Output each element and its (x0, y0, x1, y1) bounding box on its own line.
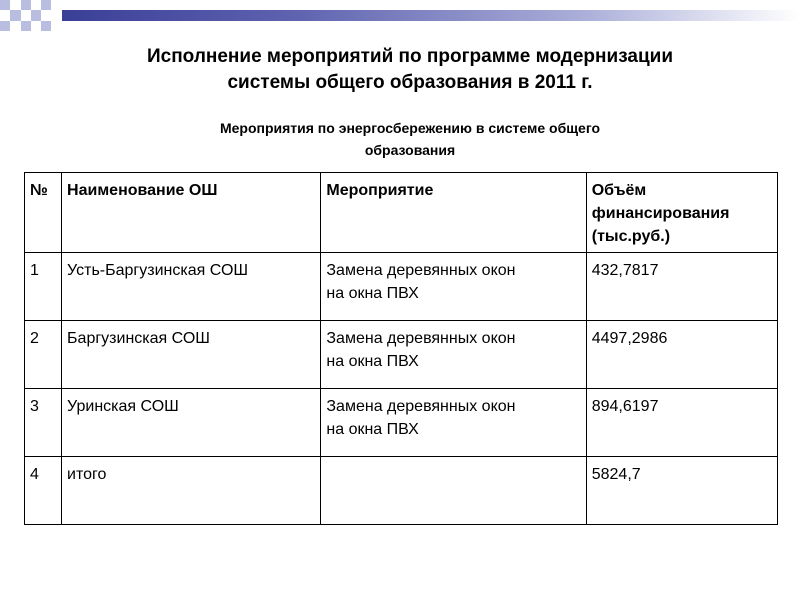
cell-school-name: Уринская СОШ (62, 389, 321, 457)
cell-num: 2 (25, 321, 62, 389)
decor-square (0, 21, 10, 31)
cell-funding: 432,7817 (586, 253, 777, 321)
header-funding-line: (тыс.руб.) (591, 228, 671, 245)
header-num: № (25, 173, 62, 253)
header-event: Мероприятие (321, 173, 586, 253)
table-row (25, 321, 778, 389)
cell-event-line: на окна ПВХ (326, 353, 419, 370)
header-school-name: Наименование ОШ (62, 173, 321, 253)
cell-num: 3 (25, 389, 62, 457)
decor-square (41, 0, 51, 10)
events-table (24, 172, 778, 525)
title-line: Исполнение мероприятий по программе модернизации (146, 46, 674, 67)
decor-square (10, 10, 21, 21)
cell-event (321, 389, 586, 457)
decor-square (41, 21, 51, 31)
cell-funding: 4497,2986 (586, 321, 777, 389)
cell-event (321, 457, 586, 525)
title-line: системы общего образования в 2011 г. (227, 72, 593, 93)
cell-event-line: Замена деревянных окон (326, 262, 516, 279)
slide-subtitle (150, 117, 670, 161)
cell-event (321, 321, 586, 389)
table-row-total (25, 457, 778, 525)
cell-event (321, 253, 586, 321)
decor-square (21, 0, 31, 10)
cell-num: 1 (25, 253, 62, 321)
decorative-header (0, 0, 800, 40)
table-row (25, 253, 778, 321)
header-funding (586, 173, 777, 253)
cell-funding: 5824,7 (586, 457, 777, 525)
cell-event-line: Замена деревянных окон (326, 330, 516, 347)
cell-school-name: итого (62, 457, 321, 525)
header-funding-line: Объём (591, 182, 647, 199)
slide-title (60, 44, 760, 96)
cell-event-line: Замена деревянных окон (326, 398, 516, 415)
subtitle-line: Мероприятия по энергосбережению в системе общего (219, 120, 601, 136)
decor-square (21, 21, 31, 31)
cell-school-name: Усть-Баргузинская СОШ (62, 253, 321, 321)
cell-event-line: на окна ПВХ (326, 421, 419, 438)
header-funding-line: финансирования (591, 205, 730, 222)
table-header-row (25, 173, 778, 253)
cell-funding: 894,6197 (586, 389, 777, 457)
cell-event-line: на окна ПВХ (326, 285, 419, 302)
cell-school-name: Баргузинская СОШ (62, 321, 321, 389)
subtitle-line: образования (364, 142, 456, 158)
cell-num: 4 (25, 457, 62, 525)
decor-square (0, 0, 10, 10)
decor-square (31, 10, 41, 21)
decor-gradient-bar (62, 10, 800, 21)
table-row (25, 389, 778, 457)
